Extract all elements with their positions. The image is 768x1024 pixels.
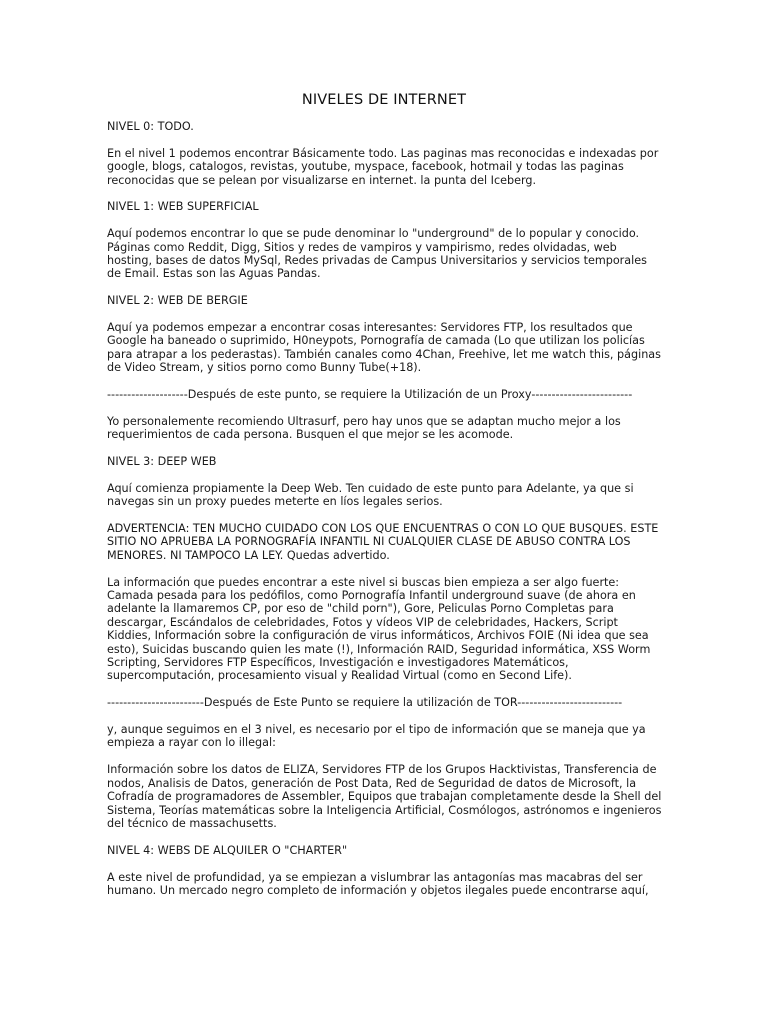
paragraph: NIVEL 4: WEBS DE ALQUILER O "CHARTER" bbox=[107, 843, 348, 857]
paragraph: Aquí podemos encontrar lo que se pude denominar lo "underground" de lo popular y conocido. Páginas como Reddit, Digg, Sitios y redes de vampiros y vampirismo, redes olvidadas, web hosting, bases de datos MySql, Redes privadas de Campus Universitarios y servicios temporales de Email. Estas son las Aguas Pandas. bbox=[107, 227, 647, 281]
paragraph: NIVEL 0: TODO. bbox=[107, 120, 194, 133]
paragraph: ------------------------Después de Este Punto se requiere la utilización de TOR-------------------------- bbox=[107, 696, 623, 710]
paragraph: Aquí comienza propiamente la Deep Web. Ten cuidado de este punto para Adelante, ya que si navegas sin un proxy puedes meterte en líos legales serios. bbox=[107, 481, 634, 509]
document-title: NIVELES DE INTERNET bbox=[301, 92, 467, 108]
paragraph: Yo personalemente recomiendo Ultrasurf, pero hay unos que se adaptan mucho mejor a los requerimientos de cada persona. Busquen el que mejor se les acomode. bbox=[107, 414, 621, 442]
paragraph: En el nivel 1 podemos encontrar Básicamente todo. Las paginas mas reconocidas e indexadas por google, blogs, catalogos, revistas, youtube, myspace, facebook, hotmail y todas las paginas reconocidas que se pelean por visualizarse en internet. la punta del Iceberg. bbox=[107, 146, 659, 187]
paragraph: ADVERTENCIA: TEN MUCHO CUIDADO CON LOS QUE ENCUENTRAS O CON LO QUE BUSQUES. ESTE SITIO NO APRUEBA LA PORNOGRAFÍA INFANTIL NI CUALQUIER CLASE DE ABUSO CONTRA LOS MENORES. NI TAMPOCO LA LEY. Quedas advertido. bbox=[107, 522, 659, 562]
paragraph: La información que puedes encontrar a este nivel si buscas bien empieza a ser algo fuerte: Camada pesada para los pedófilos, como Pornografía Infantil underground suave (de ahora en adelante la llamaremos CP, por eso de "child porn"), Gore, Peliculas Porno Completas para descargar, Escándalos de celebridades, Fotos y vídeos VIP de celebridades, Hackers, Script Kiddies, Información sobre la configuración de virus informáticos, Archivos FOIE (Ni idea que sea esto), Suicidas buscando quien les mate (!), Información RAID, Seguridad informática, XSS Worm Scripting, Servidores FTP Específicos, Investigación e investigadores Matemáticos, supercomputación, procesamiento visual y Realidad Virtual (como en Second Life). bbox=[107, 575, 651, 683]
document-body bbox=[107, 120, 663, 911]
paragraph: y, aunque seguimos en el 3 nivel, es necesario por el tipo de información que se maneja que ya empieza a rayar con lo illegal: bbox=[107, 723, 646, 750]
paragraph: A este nivel de profundidad, ya se empiezan a vislumbrar las antagonías mas macabras del ser humano. Un mercado negro completo de información y objetos ilegales puede encontrarse aquí, bbox=[107, 870, 649, 897]
paragraph: NIVEL 2: WEB DE BERGIE bbox=[107, 294, 248, 308]
paragraph: NIVEL 1: WEB SUPERFICIAL bbox=[107, 200, 259, 214]
paragraph: Aquí ya podemos empezar a encontrar cosas interesantes: Servidores FTP, los resultados que Google ha baneado o suprimido, H0neypots, Pornografía de camada (Lo que utilizan los policías para atrapar a los pederastas). También canales como 4Chan, Freehive, let me watch this, páginas de Video Stream, y sitios porno como Bunny Tube(+18). bbox=[107, 321, 661, 375]
paragraph: --------------------Después de este punto, se requiere la Utilización de un Proxy------------------------- bbox=[107, 388, 633, 402]
paragraph: NIVEL 3: DEEP WEB bbox=[107, 455, 217, 469]
paragraph: Información sobre los datos de ELIZA, Servidores FTP de los Grupos Hacktivistas, Transferencia de nodos, Analisis de Datos, generación de Post Data, Red de Seguridad de datos de Microsoft, la Cofradía de programadores de Assembler, Equipos que trabajan completamente desde la Shell del Sistema, Teorías matemáticas sobre la Inteligencia Artificial, Cosmólogos, astrónomos e ingenieros del técnico de massachusetts. bbox=[107, 763, 662, 830]
